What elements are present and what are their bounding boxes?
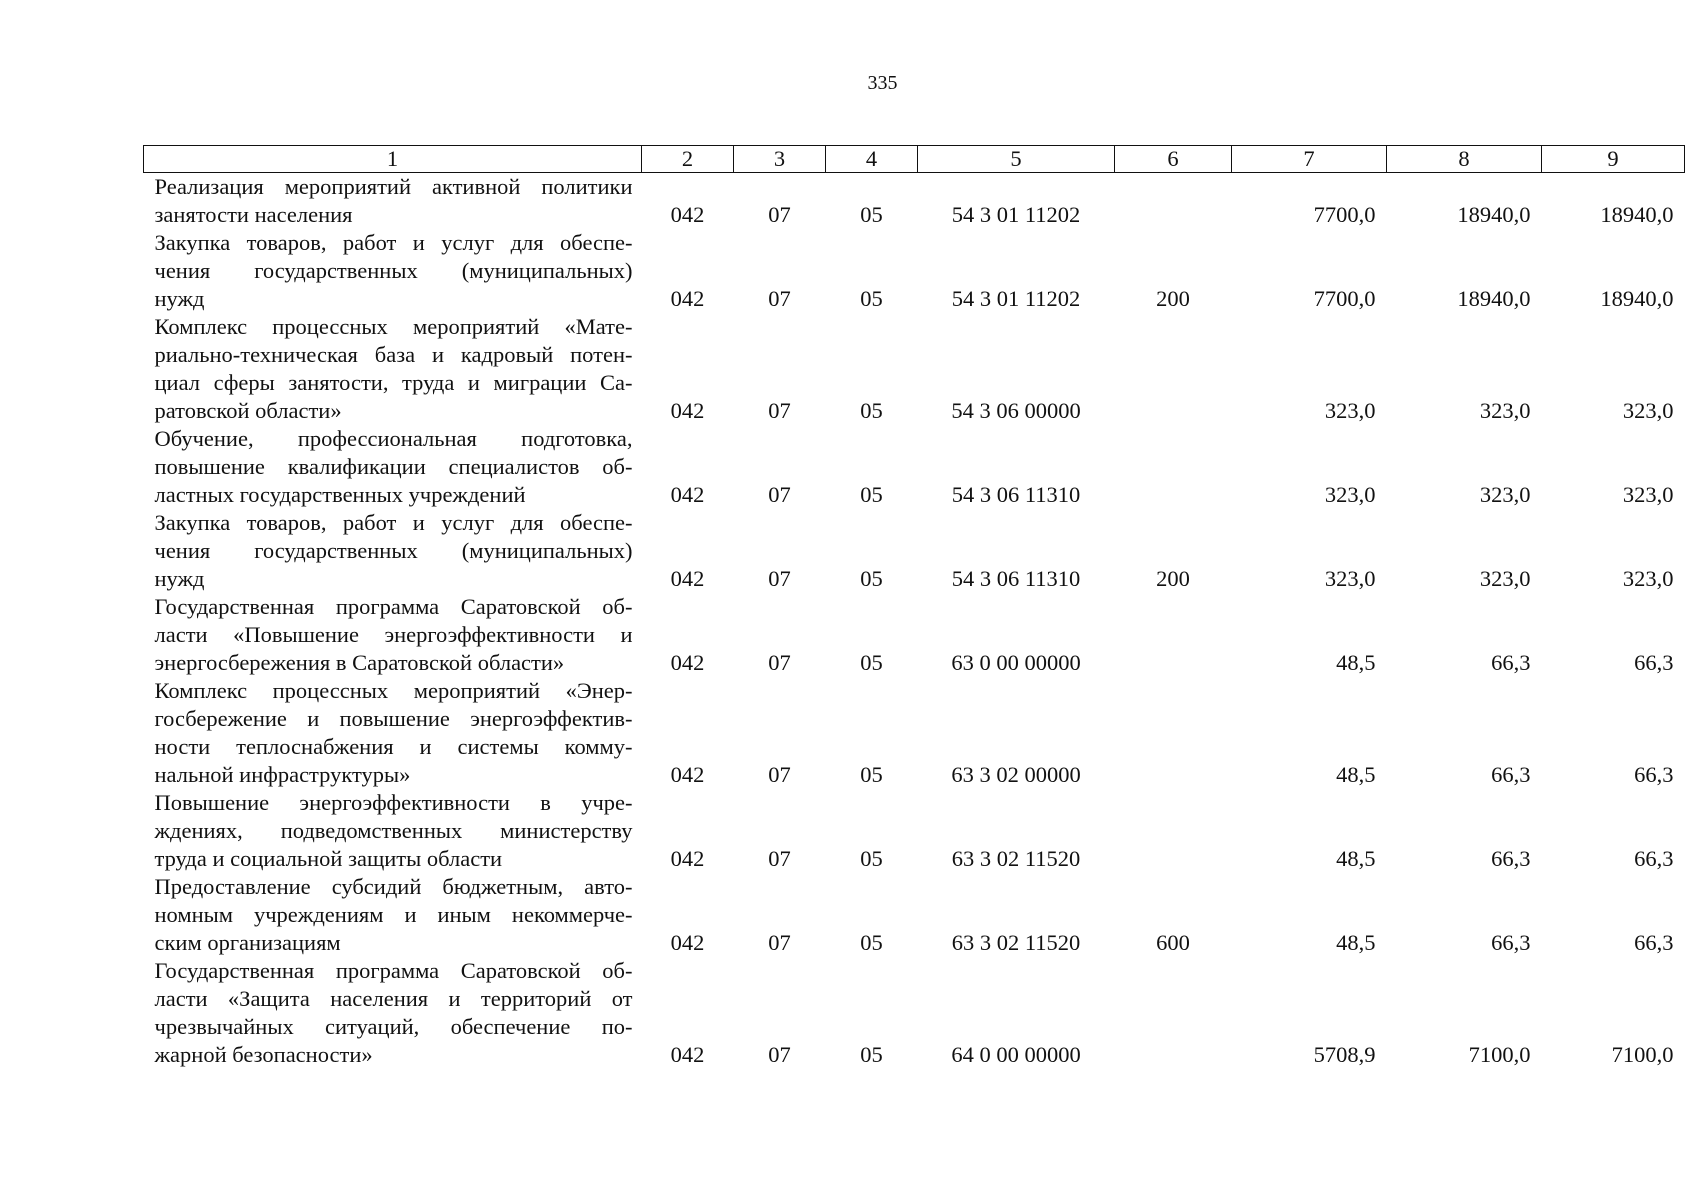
description-line: номным учреждениям и иным некоммерче- <box>154 902 633 927</box>
cell-amount-year-2: 66,3 <box>1491 846 1531 871</box>
cell-expense-type <box>1115 425 1232 509</box>
cell-amount-year-1: 5708,9 <box>1313 1042 1376 1067</box>
cell-description <box>144 957 642 1069</box>
table-row <box>144 873 1685 957</box>
description-line: повышение квалификации специалистов об- <box>154 454 633 479</box>
column-header-4: 4 <box>826 146 918 173</box>
table-header <box>144 146 1685 173</box>
cell-amount-year-1: 48,5 <box>1336 930 1376 955</box>
cell-expense-type: 200 <box>1156 286 1190 311</box>
description-line: ским организациям <box>154 930 341 955</box>
description-line: жарной безопасности» <box>154 1042 373 1067</box>
cell-expense-type: 600 <box>1156 930 1190 955</box>
table-row <box>144 789 1685 873</box>
cell-amount-year-2: 323,0 <box>1479 566 1531 591</box>
cell-expense-type <box>1115 957 1232 1069</box>
cell-amount-year-3: 323,0 <box>1622 482 1674 507</box>
cell-subsection-a: 07 <box>768 846 791 871</box>
description-line: циал сферы занятости, труда и миграции Са- <box>154 370 633 395</box>
description-line: Комплекс процессных мероприятий «Энер- <box>154 678 633 703</box>
description-line: труда и социальной защиты области <box>154 846 503 871</box>
description-line: Реализация мероприятий активной политики <box>154 174 633 199</box>
description-line: Обучение, профессиональная подготовка, <box>154 426 633 451</box>
cell-subsection-a: 07 <box>768 566 791 591</box>
table-row <box>144 593 1685 677</box>
cell-amount-year-3: 66,3 <box>1634 762 1674 787</box>
cell-subsection-a: 07 <box>768 202 791 227</box>
cell-subsection-b: 05 <box>860 286 883 311</box>
cell-target-code: 63 3 02 11520 <box>951 846 1081 871</box>
cell-section: 042 <box>670 1042 705 1067</box>
cell-target-code: 54 3 06 11310 <box>951 566 1081 591</box>
description-line: Государственная программа Саратовской об- <box>154 594 633 619</box>
cell-subsection-b: 05 <box>860 398 883 423</box>
description-line: ластных государственных учреждений <box>154 482 526 507</box>
cell-amount-year-2: 18940,0 <box>1457 286 1531 311</box>
cell-amount-year-2: 323,0 <box>1479 398 1531 423</box>
description-line: чения государственных (муниципальных) <box>154 538 633 563</box>
cell-subsection-b: 05 <box>860 650 883 675</box>
header-row <box>144 146 1685 173</box>
cell-target-code: 63 3 02 11520 <box>951 930 1081 955</box>
cell-section: 042 <box>670 566 705 591</box>
description-line: ласти «Повышение энергоэффективности и <box>154 622 633 647</box>
cell-section: 042 <box>670 650 705 675</box>
description-line: госбережение и повышение энергоэффектив- <box>154 706 633 731</box>
cell-amount-year-1: 323,0 <box>1324 482 1376 507</box>
cell-amount-year-1: 48,5 <box>1336 762 1376 787</box>
cell-description <box>144 789 642 873</box>
description-line: ждениях, подведомственных министерству <box>154 818 633 843</box>
cell-amount-year-1: 323,0 <box>1324 398 1376 423</box>
cell-section: 042 <box>670 482 705 507</box>
cell-amount-year-3: 323,0 <box>1622 398 1674 423</box>
cell-target-code: 63 3 02 00000 <box>951 762 1081 787</box>
cell-subsection-a: 07 <box>768 762 791 787</box>
cell-section: 042 <box>670 930 705 955</box>
description-line: Комплекс процессных мероприятий «Мате- <box>154 314 633 339</box>
cell-target-code: 63 0 00 00000 <box>951 650 1081 675</box>
table-row <box>144 229 1685 313</box>
description-line: ности теплоснабжения и системы комму- <box>154 734 633 759</box>
cell-amount-year-3: 323,0 <box>1622 566 1674 591</box>
column-header-8: 8 <box>1387 146 1542 173</box>
cell-amount-year-1: 48,5 <box>1336 846 1376 871</box>
cell-expense-type: 200 <box>1156 566 1190 591</box>
cell-subsection-a: 07 <box>768 286 791 311</box>
cell-amount-year-1: 7700,0 <box>1313 286 1376 311</box>
cell-section: 042 <box>670 286 705 311</box>
cell-description <box>144 173 642 230</box>
table-row <box>144 425 1685 509</box>
cell-target-code: 54 3 06 00000 <box>951 398 1081 423</box>
column-header-7: 7 <box>1232 146 1387 173</box>
description-line: нужд <box>154 286 205 311</box>
cell-description <box>144 425 642 509</box>
cell-target-code: 54 3 01 11202 <box>951 286 1081 311</box>
cell-amount-year-3: 7100,0 <box>1611 1042 1674 1067</box>
column-header-6: 6 <box>1115 146 1232 173</box>
cell-amount-year-2: 66,3 <box>1491 650 1531 675</box>
description-line: Предоставление субсидий бюджетным, авто- <box>154 874 633 899</box>
description-line: нальной инфраструктуры» <box>154 762 411 787</box>
cell-subsection-a: 07 <box>768 398 791 423</box>
cell-description <box>144 509 642 593</box>
cell-amount-year-3: 66,3 <box>1634 650 1674 675</box>
cell-subsection-b: 05 <box>860 930 883 955</box>
description-line: ратовской области» <box>154 398 342 423</box>
cell-section: 042 <box>670 846 705 871</box>
cell-subsection-a: 07 <box>768 1042 791 1067</box>
cell-expense-type <box>1115 173 1232 230</box>
cell-target-code: 54 3 06 11310 <box>951 482 1081 507</box>
cell-expense-type <box>1115 593 1232 677</box>
cell-subsection-b: 05 <box>860 566 883 591</box>
cell-section: 042 <box>670 398 705 423</box>
cell-expense-type <box>1115 789 1232 873</box>
cell-target-code: 64 0 00 00000 <box>951 1042 1081 1067</box>
cell-amount-year-2: 66,3 <box>1491 930 1531 955</box>
table-row <box>144 173 1685 230</box>
cell-amount-year-3: 18940,0 <box>1600 286 1674 311</box>
cell-amount-year-3: 66,3 <box>1634 930 1674 955</box>
table-body <box>144 173 1685 1070</box>
table-row <box>144 313 1685 425</box>
cell-subsection-b: 05 <box>860 846 883 871</box>
table-row <box>144 677 1685 789</box>
cell-section: 042 <box>670 762 705 787</box>
cell-amount-year-3: 66,3 <box>1634 846 1674 871</box>
cell-amount-year-2: 323,0 <box>1479 482 1531 507</box>
cell-subsection-a: 07 <box>768 482 791 507</box>
cell-expense-type <box>1115 677 1232 789</box>
cell-subsection-b: 05 <box>860 482 883 507</box>
cell-section: 042 <box>670 202 705 227</box>
description-line: нужд <box>154 566 205 591</box>
column-header-5: 5 <box>918 146 1115 173</box>
cell-amount-year-3: 18940,0 <box>1600 202 1674 227</box>
cell-amount-year-1: 48,5 <box>1336 650 1376 675</box>
cell-target-code: 54 3 01 11202 <box>951 202 1081 227</box>
cell-amount-year-2: 18940,0 <box>1457 202 1531 227</box>
description-line: энергосбережения в Саратовской области» <box>154 650 565 675</box>
table-row <box>144 957 1685 1069</box>
description-line: чения государственных (муниципальных) <box>154 258 633 283</box>
table-row <box>144 509 1685 593</box>
cell-subsection-b: 05 <box>860 202 883 227</box>
column-header-9: 9 <box>1542 146 1685 173</box>
cell-description <box>144 313 642 425</box>
cell-subsection-a: 07 <box>768 650 791 675</box>
column-header-2: 2 <box>642 146 734 173</box>
cell-subsection-b: 05 <box>860 1042 883 1067</box>
cell-amount-year-2: 7100,0 <box>1468 1042 1531 1067</box>
description-line: ласти «Защита населения и территорий от <box>154 986 633 1011</box>
description-line: Повышение энергоэффективности в учре- <box>154 790 633 815</box>
description-line: занятости населения <box>154 202 353 227</box>
budget-table <box>143 145 1685 1069</box>
cell-amount-year-1: 323,0 <box>1324 566 1376 591</box>
cell-description <box>144 229 642 313</box>
column-header-1: 1 <box>144 146 642 173</box>
cell-description <box>144 873 642 957</box>
cell-description <box>144 677 642 789</box>
page-number: 335 <box>867 72 898 94</box>
description-line: Закупка товаров, работ и услуг для обеспе- <box>154 510 633 535</box>
cell-description <box>144 593 642 677</box>
cell-subsection-a: 07 <box>768 930 791 955</box>
description-line: чрезвычайных ситуаций, обеспечение по- <box>154 1014 633 1039</box>
cell-amount-year-2: 66,3 <box>1491 762 1531 787</box>
description-line: Закупка товаров, работ и услуг для обеспе- <box>154 230 633 255</box>
description-line: риально-техническая база и кадровый потен- <box>154 342 633 367</box>
cell-expense-type <box>1115 313 1232 425</box>
column-header-3: 3 <box>734 146 826 173</box>
cell-amount-year-1: 7700,0 <box>1313 202 1376 227</box>
description-line: Государственная программа Саратовской об- <box>154 958 633 983</box>
cell-subsection-b: 05 <box>860 762 883 787</box>
